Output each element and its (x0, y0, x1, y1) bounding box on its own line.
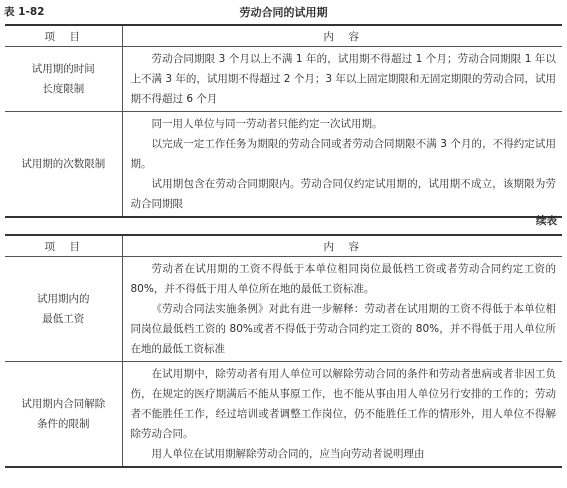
row-item-line: 长度限制 (42, 83, 85, 95)
row-item-label (5, 112, 122, 218)
table-row (5, 257, 562, 362)
trial-period-table-continued (5, 234, 562, 468)
row-item-label (5, 47, 122, 112)
continued-label: 续表 (536, 215, 557, 227)
table-caption (4, 4, 563, 20)
header-content: 内 容 (122, 25, 562, 47)
content-paragraph: 《劳动合同法实施条例》对此有进一步解释：劳动者在试用期的工资不得低于本单位相同岗位最低档工资的 80%或者不得低于劳动合同约定工资的 80%，并不得低于用人单位所在地的最低工资标准 (130, 303, 556, 355)
table-header-row (5, 25, 562, 47)
row-item-line: 条件的限制 (37, 418, 90, 430)
content-paragraph: 在试用期中，除劳动者有用人单位可以解除劳动合同的条件和劳动者患病或者非因工负伤，在规定的医疗期满后不能从事原工作，也不能从事由用人单位另行安排的工作的；劳动者不能胜任工作，经过培训或者调整工作岗位，仍不能胜任工作的情形外，用人单位不得解除劳动合同。 (130, 368, 556, 440)
header-item: 项 目 (5, 25, 122, 47)
row-item-line: 试用期内的 (37, 293, 90, 305)
row-item-line: 试用期的时间 (31, 63, 95, 75)
table-number: 表 1-82 (4, 6, 45, 18)
row-content (122, 112, 562, 218)
table-row (5, 47, 562, 112)
content-paragraph: 劳动者在试用期的工资不得低于本单位相同岗位最低档工资或者劳动合同约定工资的 80%，并不得低于用人单位所在地的最低工资标准。 (130, 263, 556, 295)
header-content: 内 容 (122, 235, 562, 257)
row-item-line: 试用期内合同解除 (21, 398, 106, 410)
header-item: 项 目 (5, 235, 122, 257)
table-header-row (5, 235, 562, 257)
row-item-line: 试用期的次数限制 (21, 158, 106, 170)
trial-period-table (5, 24, 562, 218)
table-title: 劳动合同的试用期 (239, 6, 328, 19)
row-content (122, 47, 562, 112)
content-paragraph: 同一用人单位与同一劳动者只能约定一次试用期。 (151, 118, 383, 130)
row-item-label (5, 362, 122, 468)
content-paragraph: 用人单位在试用期解除劳动合同的，应当向劳动者说明理由 (151, 448, 425, 460)
row-content (122, 362, 562, 468)
row-item-line: 最低工资 (42, 313, 85, 325)
table-row (5, 362, 562, 468)
content-paragraph: 劳动合同期限 3 个月以上不满 1 年的，试用期不得超过 1 个月；劳动合同期限 1 年以上不满 3 年的，试用期不得超过 2 个月；3 年以上固定期限和无固定期限的劳动合同，试用期不得超过 6 个月 (130, 53, 556, 105)
content-paragraph: 以完成一定工作任务为期限的劳动合同或者劳动合同期限不满 3 个月的，不得约定试用期。 (130, 138, 556, 170)
content-paragraph: 试用期包含在劳动合同期限内。劳动合同仅约定试用期的，试用期不成立，该期限为劳动合同期限 (130, 178, 556, 210)
row-item-label (5, 257, 122, 362)
table-row (5, 112, 562, 218)
row-content (122, 257, 562, 362)
